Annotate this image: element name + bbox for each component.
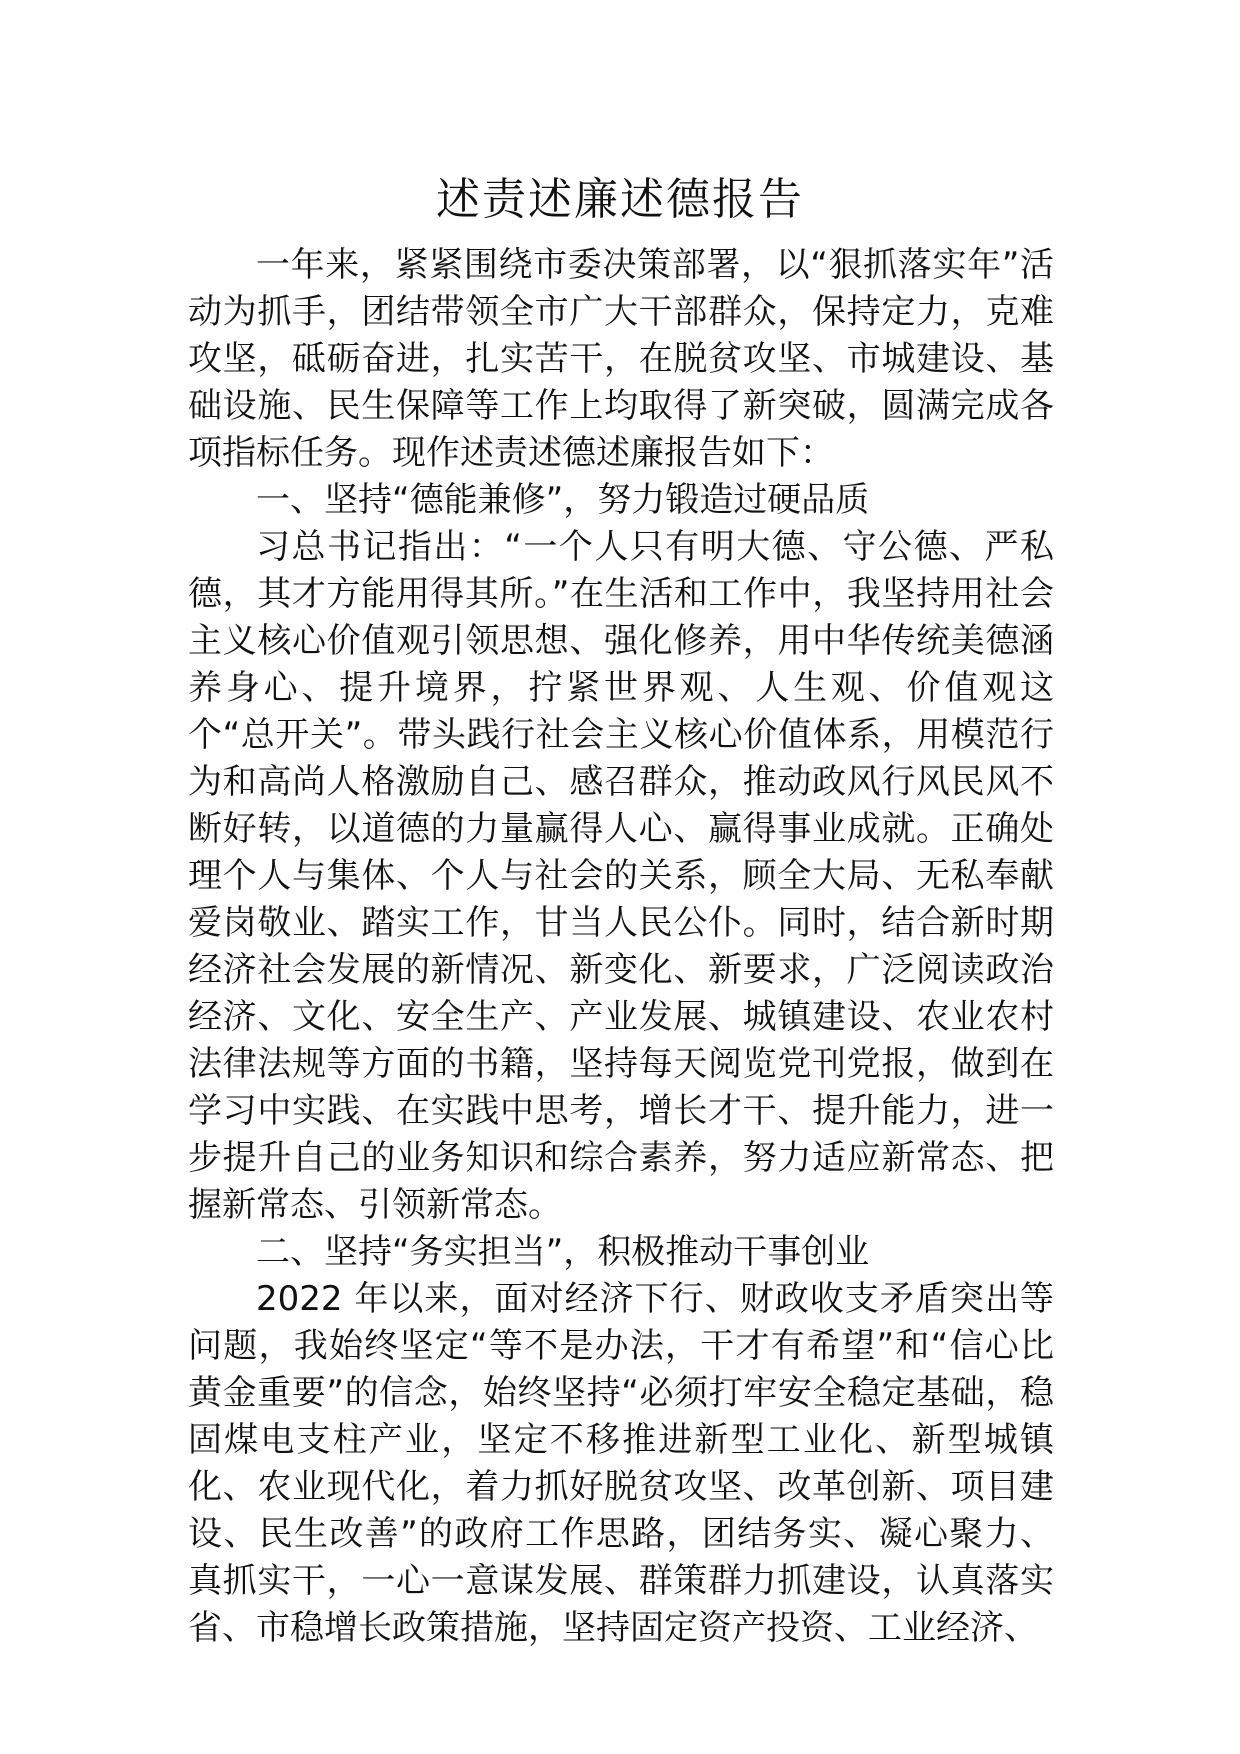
section-1-paragraph: 习总书记指出：“一个人只有明大德、守公德、严私德，其才方能用得其所。”在生活和工作中，我坚持用社会主义核心价值观引领思想、强化修养，用中华传统美德涵养身心、提升境界，拧紧世界观、人生观、价值观这个“总开关”。带头践行社会主义核心价值体系，用模范行为和高尚人格激励自己、感召群众，推动政风行风民风不断好转，以道德的力量赢得人心、赢得事业成就。正确处理个人与集体、个人与社会的关系，顾全大局、无私奉献爱岗敬业、踏实工作，甘当人民公仆。同时，结合新时期经济社会发展的新情况、新变化、新要求，广泛阅读政治经济、文化、安全生产、产业发展、城镇建设、农业农村法律法规等方面的书籍，坚持每天阅览党刊党报，做到在学习中实践、在实践中思考，增长才干、提升能力，进一步提升自己的业务知识和综合素养，努力适应新常态、把握新常态、引领新常态。: [188, 527, 1054, 1225]
intro-paragraph: 一年来，紧紧围绕市委决策部署，以“狠抓落实年”活动为抓手，团结带领全市广大干部群众，保持定力，克难攻坚，砥砺奋进，扎实苦干，在脱贫攻坚、市城建设、基础设施、民生保障等工作上均取得了新突破，圆满完成各项指标任务。现作述责述德述廉报告如下：: [188, 245, 1054, 473]
document-title: 述责述廉述德报告: [436, 174, 804, 225]
section-heading-2: 二、坚持“务实担当”，积极推动干事创业: [256, 1232, 870, 1272]
section-heading-1: 一、坚持“德能兼修”，努力锻造过硬品质: [256, 480, 870, 520]
document-body: [188, 242, 1054, 1652]
section-2-paragraph: 2022 年以来，面对经济下行、财政收支矛盾突出等问题，我始终坚定“等不是办法，干才有希望”和“信心比黄金重要”的信念，始终坚持“必须打牢安全稳定基础，稳固煤电支柱产业，坚定不移推进新型工业化、新型城镇化、农业现代化，着力抓好脱贫攻坚、改革创新、项目建设、民生改善”的政府工作思路，团结务实、凝心聚力、真抓实干，一心一意谋发展、群策群力抓建设，认真落实省、市稳增长政策措施，坚持固定资产投资、工业经济、: [188, 1279, 1054, 1648]
